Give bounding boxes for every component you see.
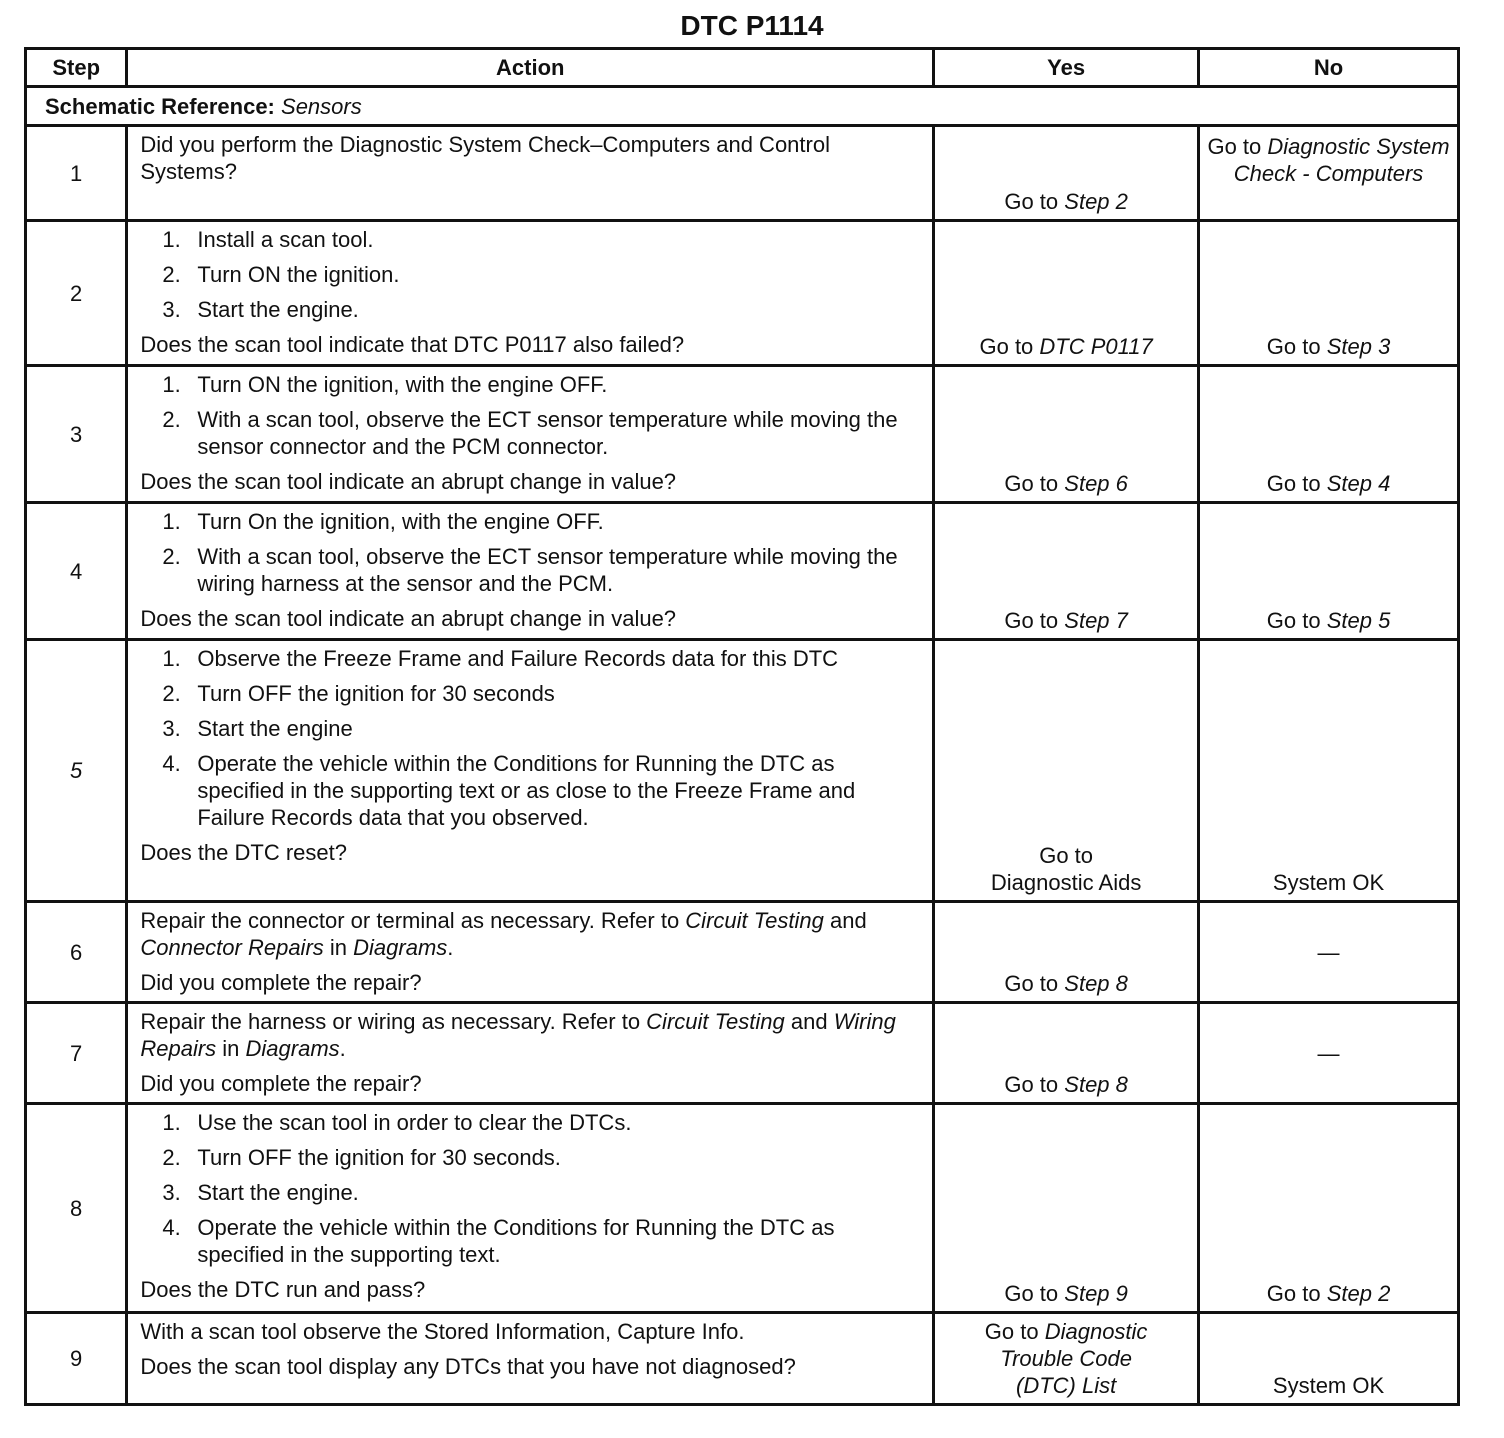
no-cell: Go to Step 2	[1199, 1104, 1459, 1313]
yes-cell: Go to DTC P0117	[934, 221, 1199, 366]
list-item: 4. Operate the vehicle within the Conditions for Running the DTC as specified in the supporting text or as close to the Freeze Frame and Failure Records data that you observed.	[162, 751, 856, 830]
yes-cell: Go to Step 8	[934, 902, 1199, 1003]
list-item: 1. Turn On the ignition, with the engine OFF.	[162, 509, 604, 534]
page-title: DTC P1114	[680, 10, 824, 41]
yes-link: DTC P0117	[1039, 334, 1153, 359]
header-no: No	[1199, 49, 1459, 87]
no-cell: Go to Diagnostic System Check - Computers	[1199, 126, 1459, 221]
yes-link: Step 6	[1064, 471, 1128, 496]
yes-link: Step 8	[1064, 1072, 1128, 1097]
header-yes: Yes	[934, 49, 1199, 87]
step-action	[127, 221, 934, 366]
list-item: 2. Turn ON the ignition.	[162, 262, 400, 287]
action-question: Did you complete the repair?	[140, 970, 422, 995]
action-question: Did you complete the repair?	[140, 1071, 422, 1096]
header-action: Action	[127, 49, 934, 87]
step-action	[127, 126, 934, 221]
yes-cell: Go to Step 2	[934, 126, 1199, 221]
action-list	[140, 508, 922, 597]
no-cell: —	[1199, 1003, 1459, 1104]
step-action	[127, 1104, 934, 1313]
no-link: Diagnostic System Check - Computers	[1233, 134, 1450, 186]
yes-cell: Go to Step 9	[934, 1104, 1199, 1313]
step-number: 2	[26, 221, 127, 366]
list-item: 3. Start the engine.	[162, 1180, 359, 1205]
action-list	[140, 645, 922, 831]
action-list	[140, 1109, 922, 1268]
step-number: 9	[26, 1313, 127, 1405]
schematic-label: Schematic Reference:	[45, 93, 275, 119]
no-cell: System OK	[1199, 640, 1459, 902]
list-item: 2. With a scan tool, observe the ECT sensor temperature while moving the sensor connector and the PCM connector.	[162, 407, 898, 459]
step-number: 3	[26, 366, 127, 503]
table-row	[26, 366, 1459, 503]
yes-cell: Go to Diagnostic Trouble Code (DTC) List	[934, 1313, 1199, 1405]
no-cell: Go to Step 5	[1199, 503, 1459, 640]
action-text: Repair the harness or wiring as necessary. Refer to Circuit Testing and Wiring Repairs in Diagrams.	[140, 1009, 896, 1061]
yes-cell: Go to Step 7	[934, 503, 1199, 640]
action-text: Did you perform the Diagnostic System Check–Computers and Control Systems?	[140, 132, 830, 184]
action-text: With a scan tool observe the Stored Information, Capture Info.	[140, 1319, 745, 1344]
step-number: 6	[26, 902, 127, 1003]
step-action	[127, 902, 934, 1003]
header-step: Step	[26, 49, 127, 87]
table-row	[26, 1313, 1459, 1405]
step-number: 1	[26, 126, 127, 221]
no-cell: —	[1199, 902, 1459, 1003]
table-row	[26, 126, 1459, 221]
no-link: Step 2	[1326, 1281, 1391, 1306]
list-item: 4. Operate the vehicle within the Conditions for Running the DTC as specified in the supporting text.	[162, 1215, 835, 1267]
list-item: 1. Turn ON the ignition, with the engine OFF.	[162, 372, 608, 397]
step-action	[127, 366, 934, 503]
yes-cell: Go to Step 8	[934, 1003, 1199, 1104]
step-action	[127, 503, 934, 640]
yes-link: Diagnostic Aids	[990, 870, 1142, 895]
yes-cell: Go to Diagnostic Aids	[934, 640, 1199, 902]
action-text: Repair the connector or terminal as necessary. Refer to Circuit Testing and Connector Repairs in Diagrams.	[140, 908, 867, 960]
action-question: Does the scan tool indicate an abrupt change in value?	[140, 606, 677, 631]
list-item: 2. Turn OFF the ignition for 30 seconds	[162, 681, 555, 706]
no-cell: Go to Step 3	[1199, 221, 1459, 366]
action-question: Does the DTC run and pass?	[140, 1277, 426, 1302]
step-number: 4	[26, 503, 127, 640]
yes-cell: Go to Step 6	[934, 366, 1199, 503]
table-row	[26, 1104, 1459, 1313]
list-item: 2. With a scan tool, observe the ECT sensor temperature while moving the wiring harness at the sensor and the PCM.	[162, 544, 898, 596]
list-item: 1. Install a scan tool.	[162, 227, 374, 252]
yes-link: Step 7	[1064, 608, 1128, 633]
schematic-row	[26, 87, 1459, 126]
yes-link: Step 8	[1064, 971, 1128, 996]
yes-link: Diagnostic Trouble Code (DTC) List	[1000, 1319, 1148, 1398]
table-row	[26, 503, 1459, 640]
action-question: Does the scan tool indicate that DTC P0117 also failed?	[140, 332, 685, 357]
no-link: Step 3	[1326, 334, 1391, 359]
table-row	[26, 640, 1459, 902]
no-link: Step 5	[1326, 608, 1391, 633]
action-list	[140, 226, 922, 323]
list-item: 2. Turn OFF the ignition for 30 seconds.	[162, 1145, 561, 1170]
yes-link: Step 9	[1064, 1281, 1128, 1306]
table-row	[26, 902, 1459, 1003]
action-question: Does the scan tool indicate an abrupt change in value?	[140, 469, 677, 494]
action-question: Does the DTC reset?	[140, 840, 347, 865]
no-link: Step 4	[1326, 471, 1391, 496]
list-item: 3. Start the engine.	[162, 297, 359, 322]
no-cell: System OK	[1199, 1313, 1459, 1405]
list-item: 3. Start the engine	[162, 716, 353, 741]
yes-link: Step 2	[1064, 189, 1128, 214]
schematic-value: Sensors	[281, 93, 362, 119]
header-row	[26, 49, 1459, 87]
action-list	[140, 371, 922, 460]
step-action	[127, 640, 934, 902]
step-number: 7	[26, 1003, 127, 1104]
action-question: Does the scan tool display any DTCs that you have not diagnosed?	[140, 1354, 796, 1379]
table-row	[26, 1003, 1459, 1104]
diagnostic-table	[24, 47, 1460, 1406]
step-action	[127, 1003, 934, 1104]
step-action	[127, 1313, 934, 1405]
table-row	[26, 221, 1459, 366]
step-number: 5	[26, 640, 127, 902]
no-cell: Go to Step 4	[1199, 366, 1459, 503]
list-item: 1. Use the scan tool in order to clear the DTCs.	[162, 1110, 632, 1135]
step-number: 8	[26, 1104, 127, 1313]
list-item: 1. Observe the Freeze Frame and Failure Records data for this DTC	[162, 646, 839, 671]
